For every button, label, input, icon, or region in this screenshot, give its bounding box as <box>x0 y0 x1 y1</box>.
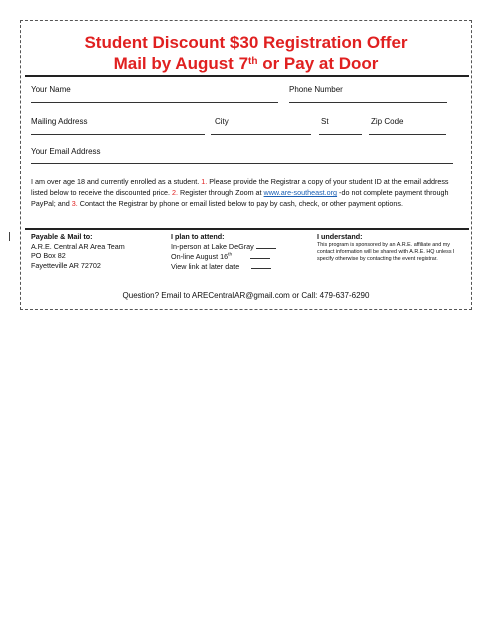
section-divider <box>25 228 469 230</box>
phone-field[interactable] <box>289 102 447 103</box>
contact-question: Question? Email to ARECentralAR@gmail.com or Call: 479-637-6290 <box>122 291 370 300</box>
address-field[interactable] <box>31 134 205 135</box>
payable-org: A.R.E. Central AR Area Team <box>31 241 125 251</box>
city-field[interactable] <box>211 134 311 135</box>
attend-option-later-blank[interactable] <box>251 268 271 269</box>
margin-mark <box>9 232 10 241</box>
offer-deadline-sup: th <box>248 56 258 67</box>
zip-label: Zip Code <box>371 117 404 126</box>
name-label: Your Name <box>31 85 71 94</box>
attend-option-later <box>171 262 271 271</box>
attend-option-in-person-blank[interactable] <box>256 248 276 249</box>
student-statement <box>31 176 467 209</box>
state-label: St <box>321 117 329 126</box>
name-field[interactable] <box>31 102 278 103</box>
statement-step2-number: 2. <box>172 188 179 197</box>
statement-part5: Contact the Registrar by phone or email listed below to pay by cash, check, or other payment options. <box>77 199 403 208</box>
attend-option-online-sup: th <box>228 253 233 258</box>
offer-deadline-prefix: Mail by August 7 <box>113 54 249 73</box>
attend-option-in-person-label: In-person at Lake DeGray <box>171 241 254 251</box>
offer-title <box>21 33 471 53</box>
statement-step3-number: 3. <box>71 199 78 208</box>
email-label: Your Email Address <box>31 147 101 156</box>
statement-part1: I am over age 18 and currently enrolled as a student. <box>31 177 202 186</box>
attend-option-online-blank[interactable] <box>250 258 270 259</box>
statement-part3: Register through Zoom at <box>178 188 264 197</box>
understand-text: This program is sponsored by an A.R.E. affiliate and my contact information will be shared with A.R.E. HQ unless I specify otherwise by contacting the event registrar. <box>317 241 455 262</box>
title-divider <box>25 75 469 77</box>
offer-deadline <box>21 54 471 74</box>
attend-option-in-person <box>171 242 276 251</box>
registration-coupon <box>20 20 472 310</box>
address-label: Mailing Address <box>31 117 88 126</box>
email-field[interactable] <box>31 163 453 164</box>
understand-section <box>317 232 459 263</box>
payable-city: Fayetteville AR 72702 <box>31 260 101 270</box>
phone-label: Phone Number <box>289 85 343 94</box>
statement-part2: Please provide the Registrar a copy of your student ID at the email address listed below to receive the discounted price. <box>31 177 449 197</box>
city-label: City <box>215 117 229 126</box>
statement-step1-number: 1. <box>201 177 208 186</box>
attend-option-online-label: On-line August 16 <box>171 252 229 262</box>
attend-option-later-label: View link at later date <box>171 261 240 271</box>
statement-part4: -do not complete payment through PayPal; and <box>31 188 449 208</box>
understand-heading: I understand: <box>317 232 363 241</box>
attendance-heading: I plan to attend: <box>171 232 225 241</box>
zip-field[interactable] <box>369 134 446 135</box>
state-field[interactable] <box>319 134 362 135</box>
offer-deadline-suffix: or Pay at Door <box>257 54 379 73</box>
attendance-section <box>171 232 276 271</box>
payable-section <box>31 232 125 270</box>
payable-pobox: PO Box 82 <box>31 251 66 260</box>
attend-option-online <box>171 252 270 261</box>
payable-heading: Payable & Mail to: <box>31 232 93 241</box>
offer-title-line1: Student Discount $30 Registration Offer <box>84 33 408 52</box>
website-link[interactable]: www.are-southeast.org <box>263 188 338 197</box>
